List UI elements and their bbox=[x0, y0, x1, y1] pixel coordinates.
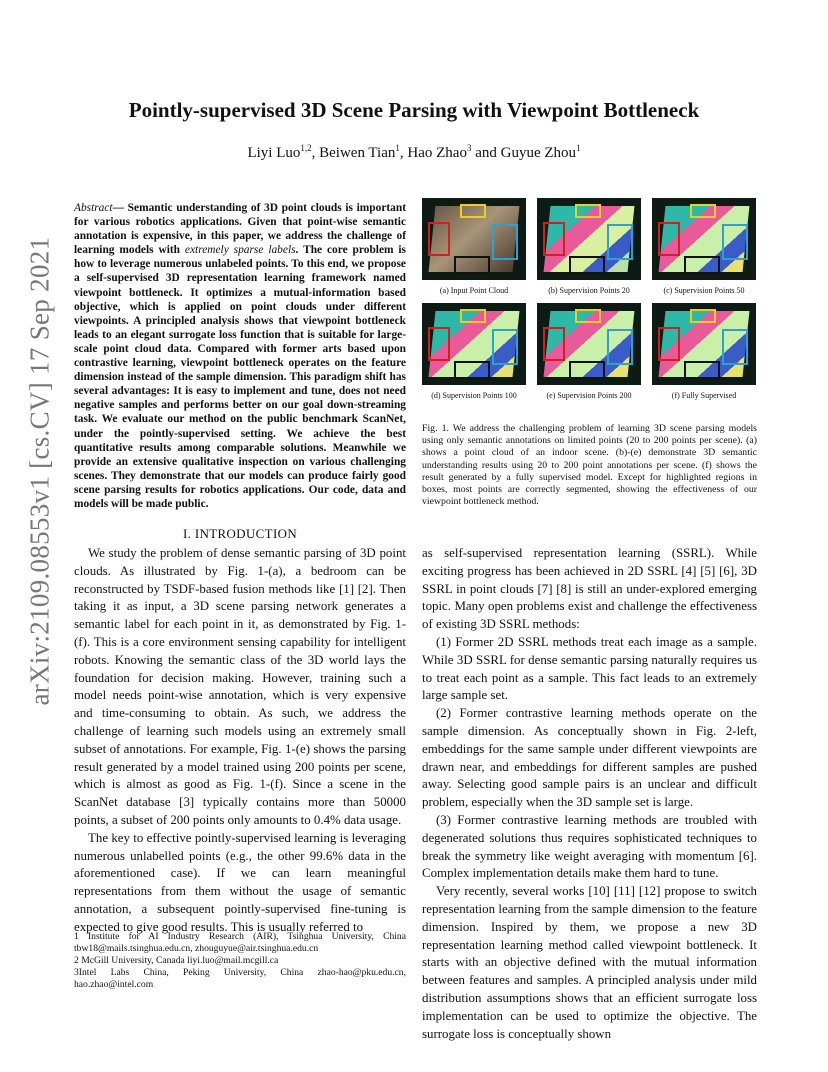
right-column-body bbox=[422, 545, 757, 1043]
abstract: Abstract— Semantic understanding of 3D point clouds is important for various robotics applications. Given that point-wise semantic annotation is expensive, in this paper, we address the challenge of learning models with extremely sparse labels. The core problem is how to leverage numerous unlabeled points. To this end, we propose a self-supervised 3D representation learning framework named viewpoint bottleneck. It optimizes a mutual-information based objective, which is applied on point clouds under different viewpoints. A principled analysis shows that viewpoint bottleneck leads to an elegant surrogate loss function that is suitable for large-scale point cloud data. Compared with former arts based upon contrastive learning, viewpoint bottleneck operates on the feature dimension instead of the sample dimension. This paradigm shift has several advantages: It is easy to implement and tune, does not need negative samples and performs better on our goal down-streaming task. We evaluate our method on the public benchmark ScanNet, under the pointly-supervised setting. We achieve the best quantitative results among comparable solutions. Meanwhile we provide an extensive qualitative inspection on various challenging scenes. They demonstrate that our models can produce fairly good scene parsing results for robotics applications. Our code, data and models will be made public. bbox=[74, 202, 406, 510]
paragraph: (1) Former 2D SSRL methods treat each image as a sample. While 3D SSRL for dense semantic parsing naturally requires us to treat each point as a sample. This fact leads to an extremely large sample set. bbox=[422, 634, 757, 703]
figure-1 bbox=[422, 198, 757, 408]
subcaption: (e) Supervision Points 200 bbox=[546, 391, 632, 400]
paragraph: as self-supervised representation learning (SSRL). While exciting progress has been achieved in 2D SSRL [4] [5] [6], 3D SSRL in point clouds [7] [8] is still an under-explored emerging topic. Many open problems exist and challenge the effectiveness of existing 3D SSRL methods: bbox=[422, 546, 757, 632]
paragraph: Very recently, several works [10] [11] [12] propose to switch representation learning from the sample dimension to the feature dimension. Inspired by them, we propose a new 3D representation learning method called viewpoint bottleneck. It starts with an objective defined with the mutual information between features and samples. A principled analysis under mild distribution assumptions shows that an efficient surrogate loss implementation can be used to optimize the objective. The surrogate loss is conceptually shown bbox=[422, 884, 757, 1041]
segmentation-image bbox=[652, 198, 756, 280]
footnote: 2 McGill University, Canada liyi.luo@mail.mcgill.ca bbox=[74, 955, 279, 967]
paragraph: (2) Former contrastive learning methods operate on the sample dimension. As conceptually shown in Fig. 2-left, embeddings for the same sample under different viewpoints are drawn near, and embeddings for different samples are pushed away. Selecting good sample pairs is an unclear and difficult problem, especially when the 3D sample set is large. bbox=[422, 706, 757, 810]
point-cloud-image bbox=[422, 198, 526, 280]
footnote: 1 Institute for AI Industry Research (AIR), Tsinghua University, China tbw18@mails.tsinghua.edu.cn, zhouguyue@air.tsinghua.edu.cn bbox=[74, 931, 406, 955]
segmentation-image bbox=[537, 303, 641, 385]
paper-title: Pointly-supervised 3D Scene Parsing with Viewpoint Bottleneck bbox=[128, 98, 700, 122]
subcaption: (b) Supervision Points 20 bbox=[548, 286, 630, 295]
figure-caption: Fig. 1. We address the challenging problem of learning 3D scene parsing models using only semantic annotations on limited points (20 to 200 points per scene). (a) shows a point cloud of an indoor scene. (b)-(e) demonstrate 3D semantic understanding results using 20 to 200 point annotations per scene. (f) shows the result generated by a fully supervised model. Except for highlighted regions in boxes, most points are correctly segmented, showing the effectiveness of our viewpoint bottleneck method. bbox=[422, 423, 757, 508]
subcaption: (a) Input Point Cloud bbox=[439, 286, 509, 295]
footnotes bbox=[74, 931, 406, 991]
figure-panel-d bbox=[422, 303, 526, 400]
subcaption: (d) Supervision Points 100 bbox=[431, 391, 517, 400]
paragraph: (3) Former contrastive learning methods are troubled with degenerated solutions thus requires sophisticated techniques to break the symmetry like weight averaging with momentum [6]. Complex implementation details make them hard to tune. bbox=[422, 812, 757, 881]
paragraph: The key to effective pointly-supervised learning is leveraging numerous unlabelled points (e.g., the other 99.6% data in the aforementioned case). If we can learn meaningful representations from them without the usage of semantic annotation, a subsequent pointly-supervised fine-tuning is expected to give good results. This is usually referred to bbox=[74, 830, 406, 934]
segmentation-image bbox=[422, 303, 526, 385]
figure-panel-f bbox=[652, 303, 756, 400]
left-column-body bbox=[74, 545, 406, 937]
segmentation-image bbox=[537, 198, 641, 280]
section-title: I. INTRODUCTION bbox=[182, 527, 298, 541]
footnote: 3Intel Labs China, Peking University, China zhao-hao@pku.edu.cn, hao.zhao@intel.com bbox=[74, 967, 406, 991]
arxiv-stamp: arXiv:2109.08553v1 [cs.CV] 17 Sep 2021 bbox=[24, 236, 55, 706]
paragraph: We study the problem of dense semantic parsing of 3D point clouds. As illustrated by Fig. 1-(a), a bedroom can be reconstructed by TSDF-based fusion methods like [1] [2]. Then taking it as input, a 3D scene parsing network generates a semantic label for each point in it, as demonstrated by Fig. 1-(f). This is a core environment sensing capability for intelligent robots. Knowing the semantic class of the 3D world lays the foundation for decision making. However, training such a model needs point-wise annotation, which is very expensive and time-consuming to obtain. As such, we address the challenge of learning such models using an extremely small subset of annotations. For example, Fig. 1-(e) shows the parsing result generated by a model trained using 200 points per scene, which is almost as good as Fig. 1-(f). Since a scene in the ScanNet database [3] typically contains more than 50000 points, a subset of 200 points only amounts to 0.4% data usage. bbox=[74, 546, 406, 827]
figure-panel-e bbox=[537, 303, 641, 400]
figure-panel-b bbox=[537, 198, 641, 295]
author-list: Liyi Luo$^{1,2}$, Beiwen Tian$^1$, Hao Zhao$^3$ and Guyue Zhou$^1$ bbox=[247, 143, 581, 161]
segmentation-image bbox=[652, 303, 756, 385]
subcaption: (f) Fully Supervised bbox=[671, 391, 737, 400]
subcaption: (c) Supervision Points 50 bbox=[663, 286, 745, 295]
figure-panel-a bbox=[422, 198, 526, 295]
figure-panel-c bbox=[652, 198, 756, 295]
